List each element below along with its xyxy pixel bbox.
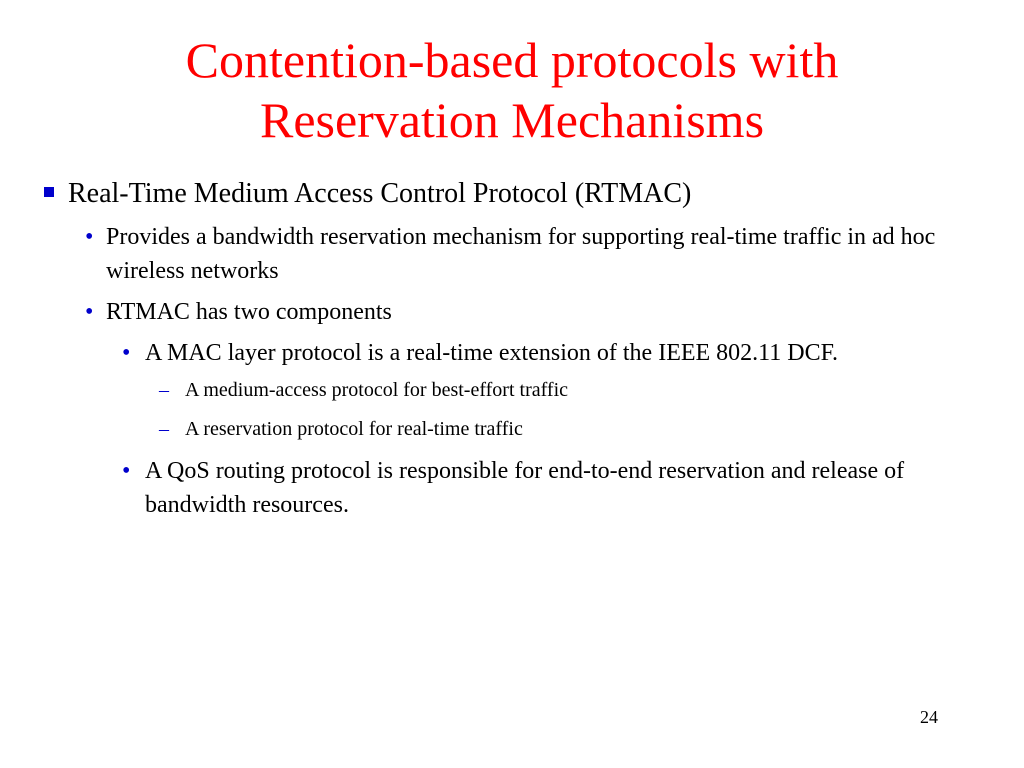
- bullet-text: A MAC layer protocol is a real-time extension of the IEEE 802.11 DCF.: [145, 340, 839, 366]
- dot-bullet-icon: •: [85, 224, 94, 250]
- bullet-item-provides: [0, 220, 1024, 288]
- dot-bullet-icon: •: [122, 458, 131, 484]
- bullet-item-reservation-protocol: [0, 415, 1024, 443]
- bullet-text: RTMAC has two components: [106, 299, 392, 325]
- slide-title-line-2: Reservation Mechanisms: [259, 92, 765, 148]
- bullet-item-rtmac: [0, 176, 1024, 212]
- dot-bullet-icon: •: [122, 340, 131, 366]
- dash-bullet-icon: –: [159, 379, 169, 401]
- bullet-list: [0, 176, 1024, 528]
- bullet-text: A QoS routing protocol is responsible for end-to-end reservation and release of bandwidth resources.: [145, 458, 905, 518]
- page-number: 24: [920, 707, 938, 727]
- slide-title: [60, 30, 964, 150]
- bullet-item-qos-routing: [0, 454, 1024, 522]
- dash-bullet-icon: –: [159, 418, 169, 440]
- dot-bullet-icon: •: [85, 299, 94, 325]
- bullet-text: Provides a bandwidth reservation mechanism for supporting real-time traffic in ad hoc wireless networks: [106, 224, 936, 284]
- bullet-text: A medium-access protocol for best-effort traffic: [185, 379, 569, 401]
- bullet-item-medium-access: [0, 376, 1024, 404]
- bullet-item-mac-layer: [0, 336, 1024, 370]
- bullet-text: Real-Time Medium Access Control Protocol (RTMAC): [68, 178, 692, 209]
- bullet-item-components: [0, 295, 1024, 329]
- square-bullet-icon: [44, 187, 54, 197]
- bullet-text: A reservation protocol for real-time traffic: [185, 418, 523, 440]
- slide-title-line-1: Contention-based protocols with: [185, 32, 839, 88]
